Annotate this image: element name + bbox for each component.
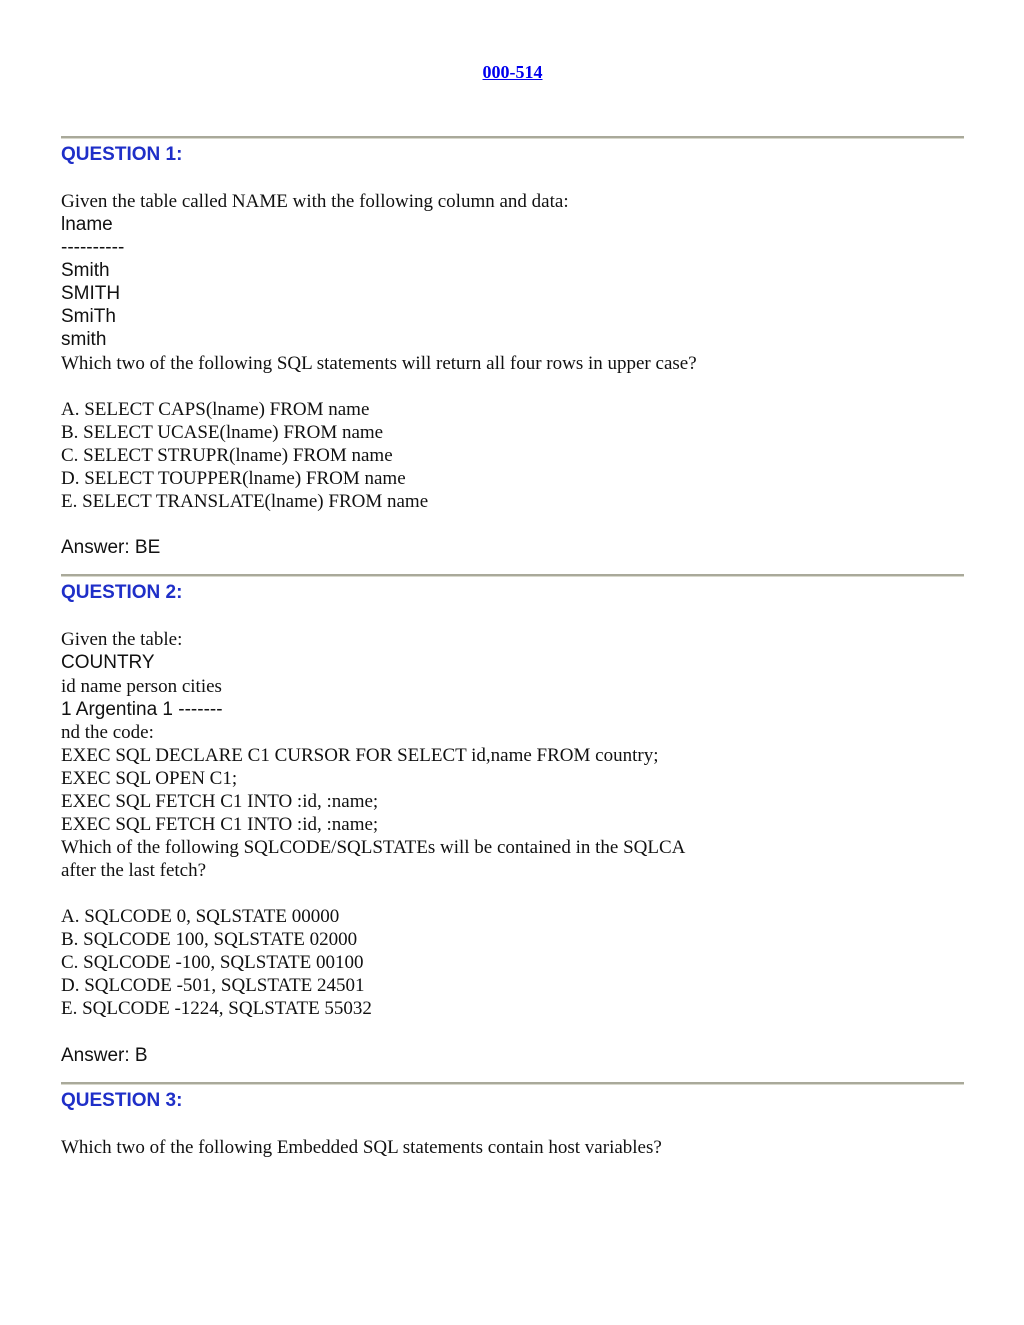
code-line: nd the code:	[61, 722, 154, 743]
question-2-prompt-cont: after the last fetch?	[61, 860, 207, 881]
option-d: D. SELECT TOUPPER(lname) FROM name	[61, 468, 406, 489]
divider	[61, 574, 964, 577]
table-line: ----------	[61, 237, 125, 258]
document-title-link[interactable]: 000-514	[482, 62, 543, 82]
option-d: D. SQLCODE -501, SQLSTATE 24501	[61, 975, 365, 996]
option-e: E. SQLCODE -1224, SQLSTATE 55032	[61, 998, 372, 1019]
table-line: SMITH	[61, 283, 121, 304]
question-2-intro: Given the table:	[61, 629, 183, 650]
divider	[61, 136, 964, 139]
code-line: EXEC SQL FETCH C1 INTO :id, :name;	[61, 791, 379, 812]
divider	[61, 1082, 964, 1085]
question-3-prompt: Which two of the following Embedded SQL statements contain host variables?	[61, 1137, 662, 1158]
table-line: smith	[61, 329, 107, 350]
option-b: B. SQLCODE 100, SQLSTATE 02000	[61, 929, 358, 950]
table-row: 1 Argentina 1 -------	[61, 699, 223, 720]
question-1-answer: Answer: BE	[61, 537, 161, 558]
code-line: EXEC SQL OPEN C1;	[61, 768, 238, 789]
table-columns: id name person cities	[61, 676, 222, 697]
question-2-heading: QUESTION 2:	[61, 582, 183, 603]
question-1-heading: QUESTION 1:	[61, 144, 183, 165]
option-b: B. SELECT UCASE(lname) FROM name	[61, 422, 384, 443]
table-line: lname	[61, 214, 113, 235]
question-1-prompt: Which two of the following SQL statements will return all four rows in upper case?	[61, 353, 697, 374]
option-a: A. SQLCODE 0, SQLSTATE 00000	[61, 906, 340, 927]
code-line: EXEC SQL FETCH C1 INTO :id, :name;	[61, 814, 379, 835]
option-a: A. SELECT CAPS(lname) FROM name	[61, 399, 370, 420]
question-2-prompt: Which of the following SQLCODE/SQLSTATEs will be contained in the SQLCA	[61, 837, 686, 858]
code-line: EXEC SQL DECLARE C1 CURSOR FOR SELECT id,name FROM country;	[61, 745, 659, 766]
table-line: Smith	[61, 260, 110, 281]
option-c: C. SQLCODE -100, SQLSTATE 00100	[61, 952, 364, 973]
question-3-heading: QUESTION 3:	[61, 1090, 183, 1111]
table-line: SmiTh	[61, 306, 116, 327]
option-c: C. SELECT STRUPR(lname) FROM name	[61, 445, 393, 466]
question-2-answer: Answer: B	[61, 1045, 148, 1066]
option-e: E. SELECT TRANSLATE(lname) FROM name	[61, 491, 429, 512]
question-1-intro: Given the table called NAME with the following column and data:	[61, 191, 569, 212]
table-name: COUNTRY	[61, 652, 155, 673]
